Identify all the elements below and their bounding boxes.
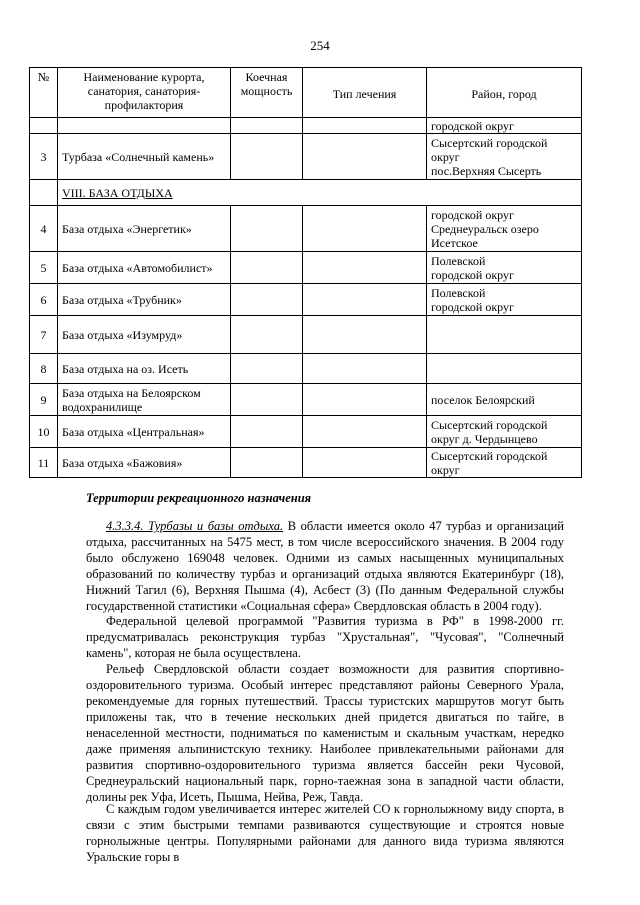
row-region: Полевской городской округ [427,284,582,316]
row-region: поселок Белоярский [427,384,582,416]
paragraph-text: С каждым годом увеличивается интерес жителей СО к горнолыжному виду спорта, в связи с этим быстрыми темпами развиваются существующие и строятся новые горнолыжные центры. Популярными районами для данного вида туризма являются Уральские горы в [86,802,564,864]
row-region: городской округ [427,118,582,134]
row-num: 6 [30,284,58,316]
paragraph-text: Федеральной целевой программой "Развития туризма в РФ" в 1998-2000 гг. предусматривалась реконструкция турбаз "Хрустальная", "Чусовая", "Солнечный камень", которая не была осуществлена. [86,614,564,660]
row-capacity [231,118,303,134]
row-num: 10 [30,416,58,448]
row-region [427,316,582,354]
row-treatment [303,448,427,478]
row-name: База отдыха на оз. Исеть [58,354,231,384]
row-name [58,118,231,134]
table-row [30,252,582,284]
row-treatment [303,354,427,384]
paragraph-lead: 4.3.3.4. Турбазы и базы отдыха. [106,519,284,533]
row-num: 4 [30,206,58,252]
table-row [30,284,582,316]
table-row [30,448,582,478]
row-num: 11 [30,448,58,478]
row-capacity [231,206,303,252]
paragraph-federal-program [86,613,564,661]
row-treatment [303,134,427,180]
row-capacity [231,134,303,180]
row-capacity [231,416,303,448]
page-number: 254 [310,38,330,53]
section-num-cell [30,180,58,206]
table-row [30,134,582,180]
paragraph-ski [86,801,564,865]
header-treatment: Тип лечения [303,68,427,118]
row-num: 9 [30,384,58,416]
table-row [30,384,582,416]
section-heading: Территории рекреационного назначения [86,491,312,505]
row-name: База отдыха «Центральная» [58,416,231,448]
row-capacity [231,384,303,416]
row-num: 3 [30,134,58,180]
table-row [30,316,582,354]
row-region [427,354,582,384]
row-name: База отдыха «Энергетик» [58,206,231,252]
row-capacity [231,252,303,284]
resorts-table [29,67,582,478]
row-region: Сысертский городской округ д. Чердынцево [427,416,582,448]
row-region: Сысертский городской округ пос.Верхняя Сысерть [427,134,582,180]
row-capacity [231,316,303,354]
row-name: База отдыха на Белоярском водохранилище [58,384,231,416]
row-region: Полевской городской округ [427,252,582,284]
row-capacity [231,448,303,478]
row-treatment [303,416,427,448]
header-num: № [30,68,58,118]
header-name: Наименование курорта, санатория, санатория-профилактория [58,68,231,118]
section-row [30,180,582,206]
table-row [30,206,582,252]
row-name: Турбаза «Солнечный камень» [58,134,231,180]
table-header-row [30,68,582,118]
header-region: Район, город [427,68,582,118]
row-capacity [231,354,303,384]
row-capacity [231,284,303,316]
paragraph-tourist-bases [86,518,564,614]
row-num [30,118,58,134]
paragraph-body: В области имеется около 47 турбаз и организаций отдыха, рассчитанных на 5475 мест, в том числе всероссийского значения. В 2004 году было обслужено 169048 человек. Одними из самых насыщенных муниципальных образований по количеству турбаз и организаций отдыха являются Екатеринбург (18), Нижний Тагил (6), Верхняя Пышма (4), Асбест (3) (По данным Федеральной службы государственной статистики «Социальная сфера» Свердловская область в 2004 году). [86,519,565,613]
row-treatment [303,384,427,416]
row-treatment [303,206,427,252]
paragraph-relief [86,661,564,805]
table-row [30,354,582,384]
section-title: VIII. БАЗА ОТДЫХА [58,180,582,206]
row-treatment [303,284,427,316]
row-treatment [303,252,427,284]
row-name: База отдыха «Бажовия» [58,448,231,478]
row-treatment [303,118,427,134]
paragraph-text: Рельеф Свердловской области создает возможности для развития спортивно-оздоровительного туризма. Особый интерес представляют районы Северного Урала, рекомендуемые для горных путешествий. Трассы туристских маршрутов могут быть приложены так, что в течение нескольких дней придется двигаться по тайге, в ненаселенной местности, подниматься по каменистым и скальным участкам, нередко даже применяя альпинистскую технику. Наиболее привлекательными районами для развития спортивно-оздоровительного туризма является бассейн реки Чусовой, Среднеуральский национальный парк, горно-таежная зона в западной части области, долины рек Уфа, Исеть, Пышма, Нейва, Реж, Тавда. [86,662,564,804]
row-num: 8 [30,354,58,384]
row-region: Сысертский городской округ [427,448,582,478]
row-name: База отдыха «Автомобилист» [58,252,231,284]
row-region: городской округ Среднеуральск озеро Исетское [427,206,582,252]
row-name: База отдыха «Трубник» [58,284,231,316]
row-name: База отдыха «Изумруд» [58,316,231,354]
table-row [30,118,582,134]
table-row [30,416,582,448]
row-num: 7 [30,316,58,354]
header-capacity: Коечная мощность [231,68,303,118]
row-treatment [303,316,427,354]
row-num: 5 [30,252,58,284]
